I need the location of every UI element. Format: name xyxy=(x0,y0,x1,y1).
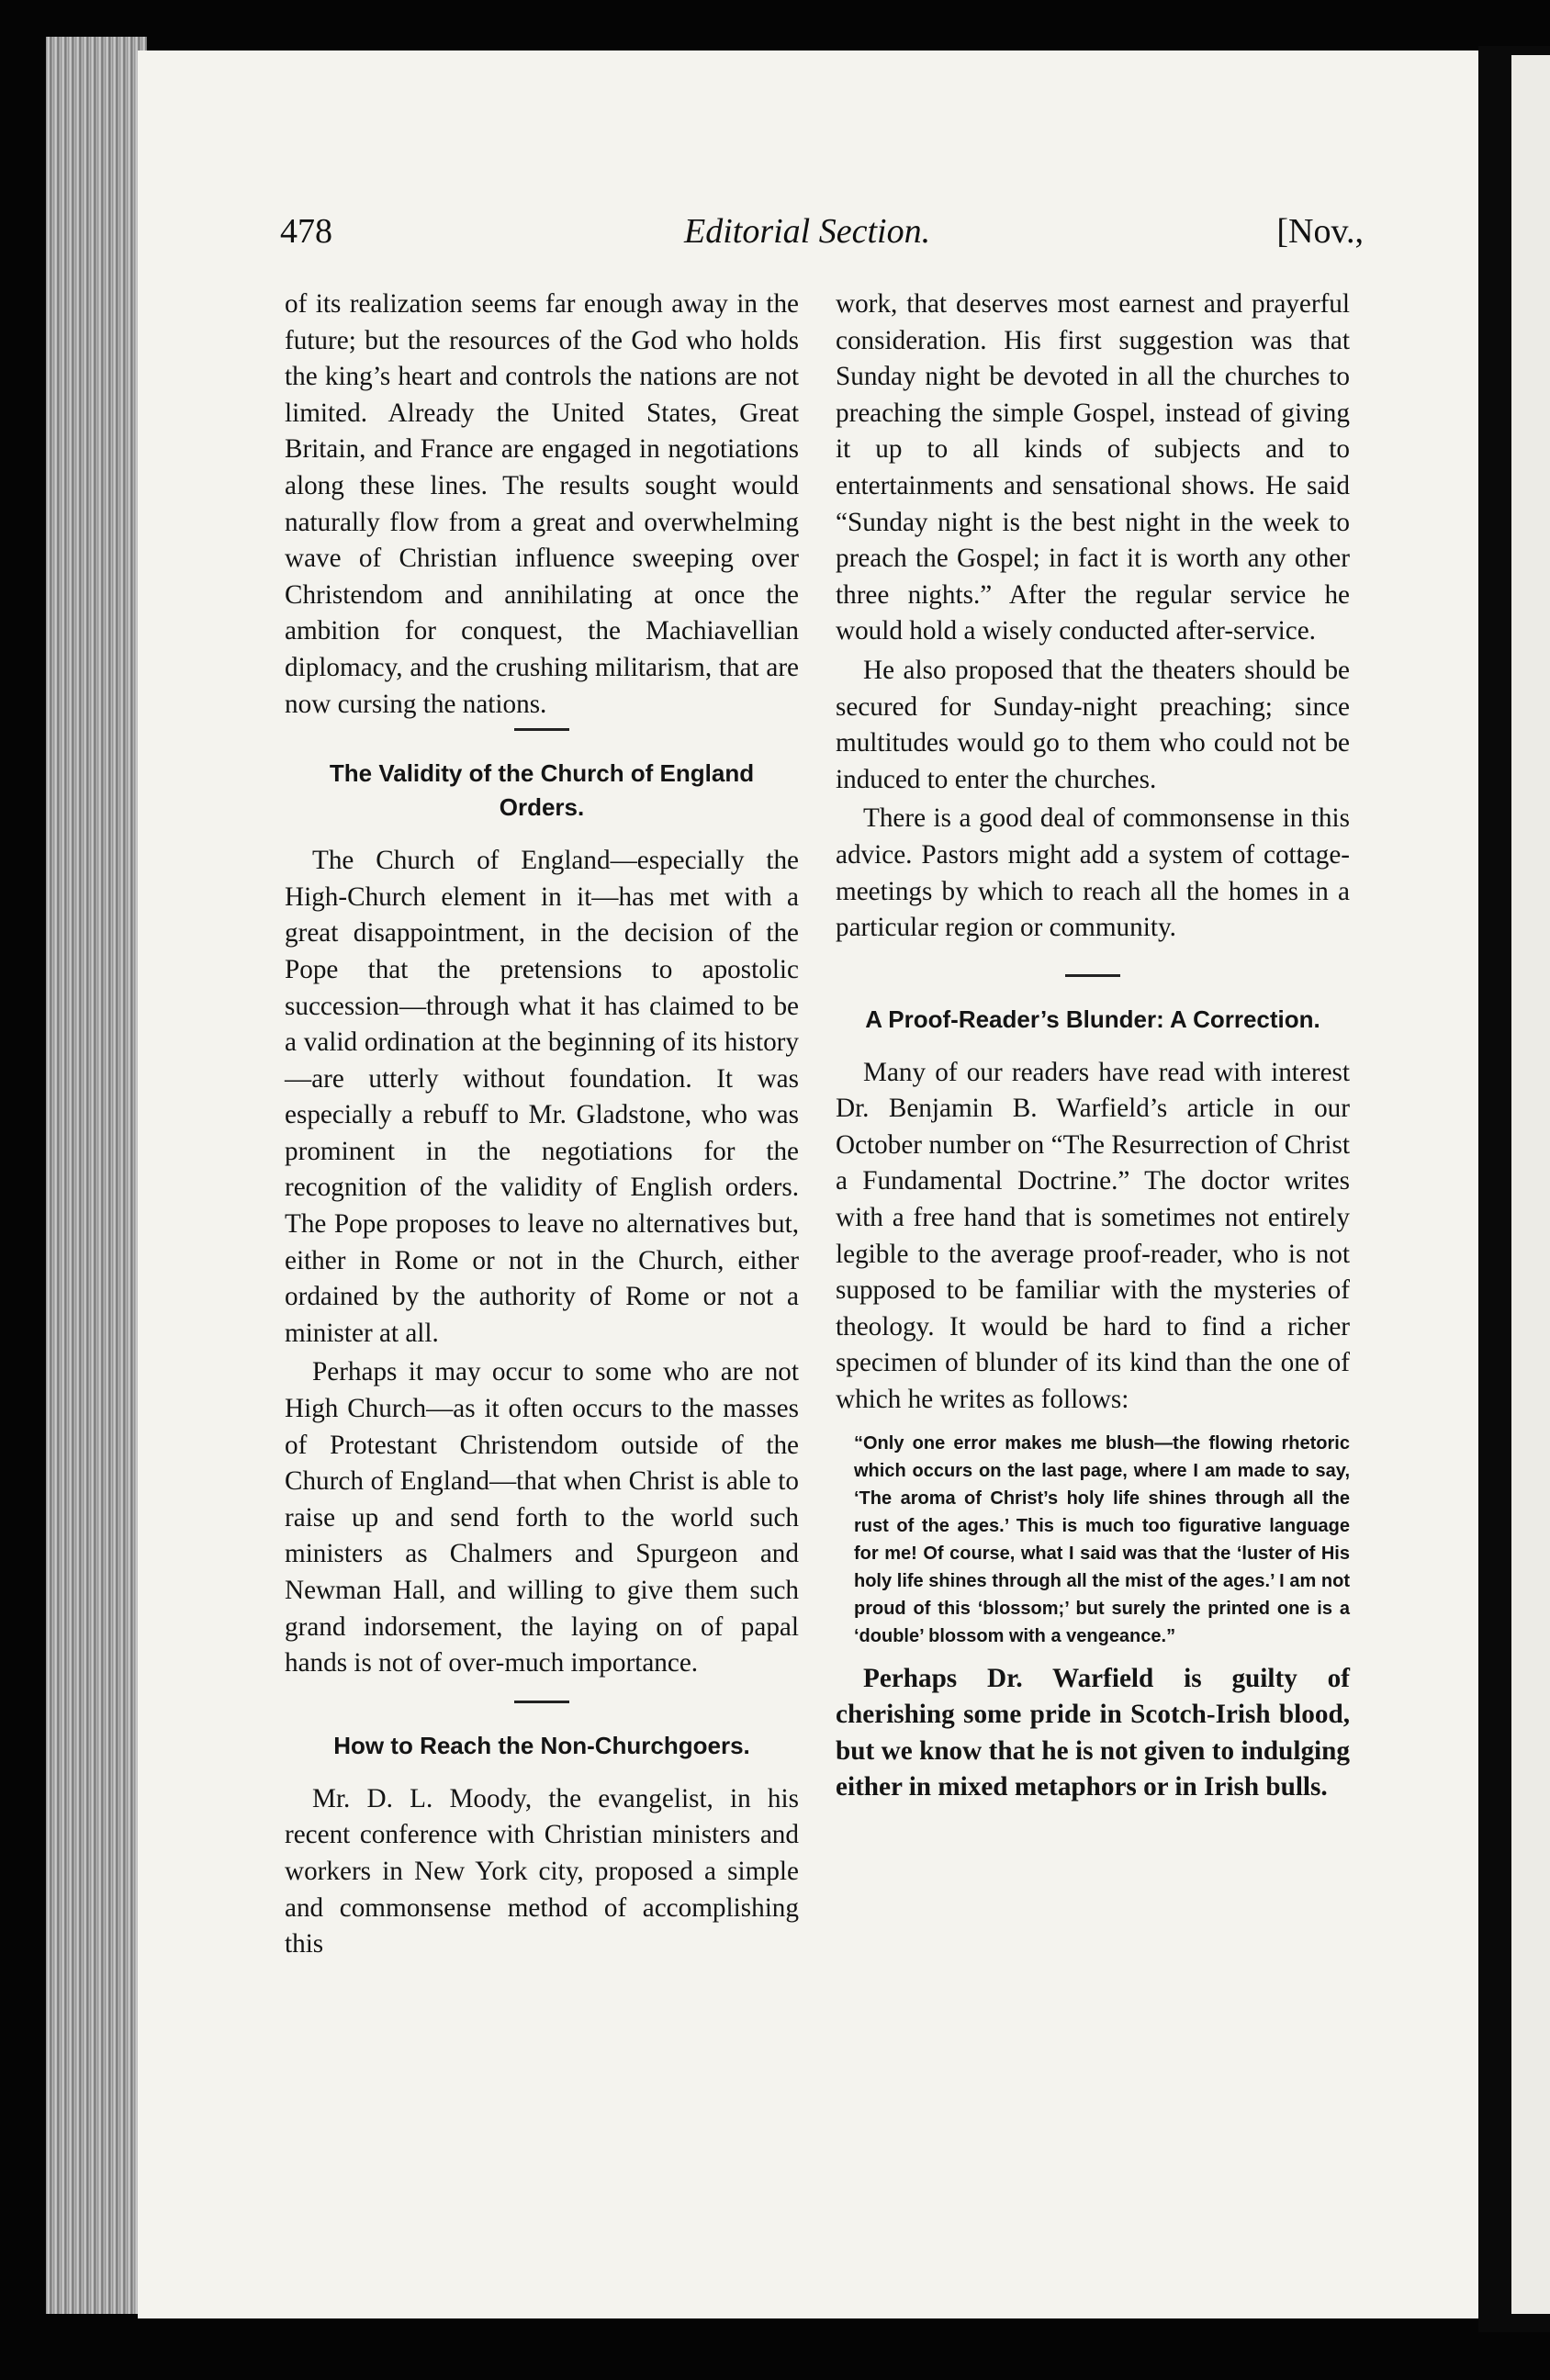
right-column xyxy=(836,286,1350,1809)
section-heading: A Proof-Reader’s Blunder: A Correction. xyxy=(865,1005,1320,1033)
issue-month: [Nov., xyxy=(1276,212,1364,251)
page-number: 478 xyxy=(280,212,332,251)
section-divider xyxy=(514,728,569,731)
paragraph: Many of our readers have read with interest Dr. Benjamin B. Warfield’s article in our October number on “The Resurrection of Christ a Fundamental Doctrine.” The doctor writes with a free hand that is sometimes not entirely legible to the average proof-reader, who is not supposed to be familiar with the mysteries of theology. It would be hard to find a richer specimen of blunder of its kind than the one of which he writes as follows: xyxy=(836,1057,1350,1415)
paragraph: He also proposed that the theaters should be secured for Sunday-night preaching; since multitudes would go to them who could not be induced to enter the churches. xyxy=(836,655,1350,794)
paragraph: Mr. D. L. Moody, the evangelist, in his recent conference with Christian ministers and workers in New York city, proposed a simple and commonsense method of accomplishing this xyxy=(285,1783,799,1959)
running-title: Editorial Section. xyxy=(684,212,931,251)
facing-page-edge xyxy=(1511,55,1550,2314)
running-header xyxy=(280,211,1364,266)
paragraph: of its realization seems far enough away in the future; but the resources of the God who holds the king’s heart and controls the nations are not limited. Already the United States, Great Britain, and France are engaged in negotiations along these lines. The results sought would naturally flow from a great and overwhelming wave of Christian influence sweeping over Christendom and annihilating at once the ambition for conquest, the Machiavellian diplomacy, and the crushing militarism, that are now cursing the nations. xyxy=(285,289,799,719)
paragraph: The Church of England—especially the High-Church element in it—has met with a great disappointment, in the decision of the Pope that the pretensions to apostolic succession—through what it has claimed to be a valid ordination at the beginning of its history —are utterly without foundation. It was especially a rebuff to Mr. Gladstone, who was prominent in the negotiations for the recognition of the validity of English orders. The Pope proposes to leave no alternatives but, either in Rome or not in the Church, either ordained by the authority of Rome or not a minister at all. xyxy=(285,846,799,1348)
book-page-edges xyxy=(46,37,147,2314)
left-column xyxy=(285,286,799,1966)
paragraph: Perhaps Dr. Warfield is guilty of cherishing some pride in Scotch-Irish blood, but we know that he is not given to indulging either in mixed metaphors or in Irish bulls. xyxy=(836,1663,1350,1802)
paragraph: There is a good deal of commonsense in this advice. Pastors might add a system of cottage-meetings by which to reach all the homes in a particular region or community. xyxy=(836,803,1350,943)
block-quote: “Only one error makes me blush—the flowing rhetoric which occurs on the last page, where I am made to say, ‘The aroma of Christ’s holy life shines through all the rust of the ages.’ This is much too figurative language for me! Of course, what I said was that the ‘luster of His holy life shines through all the mist of the ages.’ I am not proud of this ‘blossom;’ but surely the printed one is a ‘double’ blossom with a vengeance.” xyxy=(854,1432,1350,1646)
section-heading: The Validity of the Church of England Orders. xyxy=(329,759,755,822)
paragraph: Perhaps it may occur to some who are not High Church—as it often occurs to the masses of Protestant Christendom outside of the Church of England—that when Christ is able to raise up and send forth to the world such ministers as Chalmers and Spurgeon and Newman Hall, and willing to give them such grand indorsement, the laying on of papal hands is not of over-much importance. xyxy=(285,1357,799,1678)
section-heading: How to Reach the Non-Churchgoers. xyxy=(333,1731,750,1759)
section-divider xyxy=(514,1701,569,1703)
paragraph: work, that deserves most earnest and prayerful consideration. His first suggestion was that Sunday night be devoted in all the churches to preaching the simple Gospel, instead of giving it up to all kinds of subjects and to entertainments and sensational shows. He said “Sunday night is the best night in the week to preach the Gospel; in fact it is worth any other three nights.” After the regular service he would hold a wisely conducted after-service. xyxy=(836,289,1350,646)
section-divider xyxy=(1065,974,1120,977)
